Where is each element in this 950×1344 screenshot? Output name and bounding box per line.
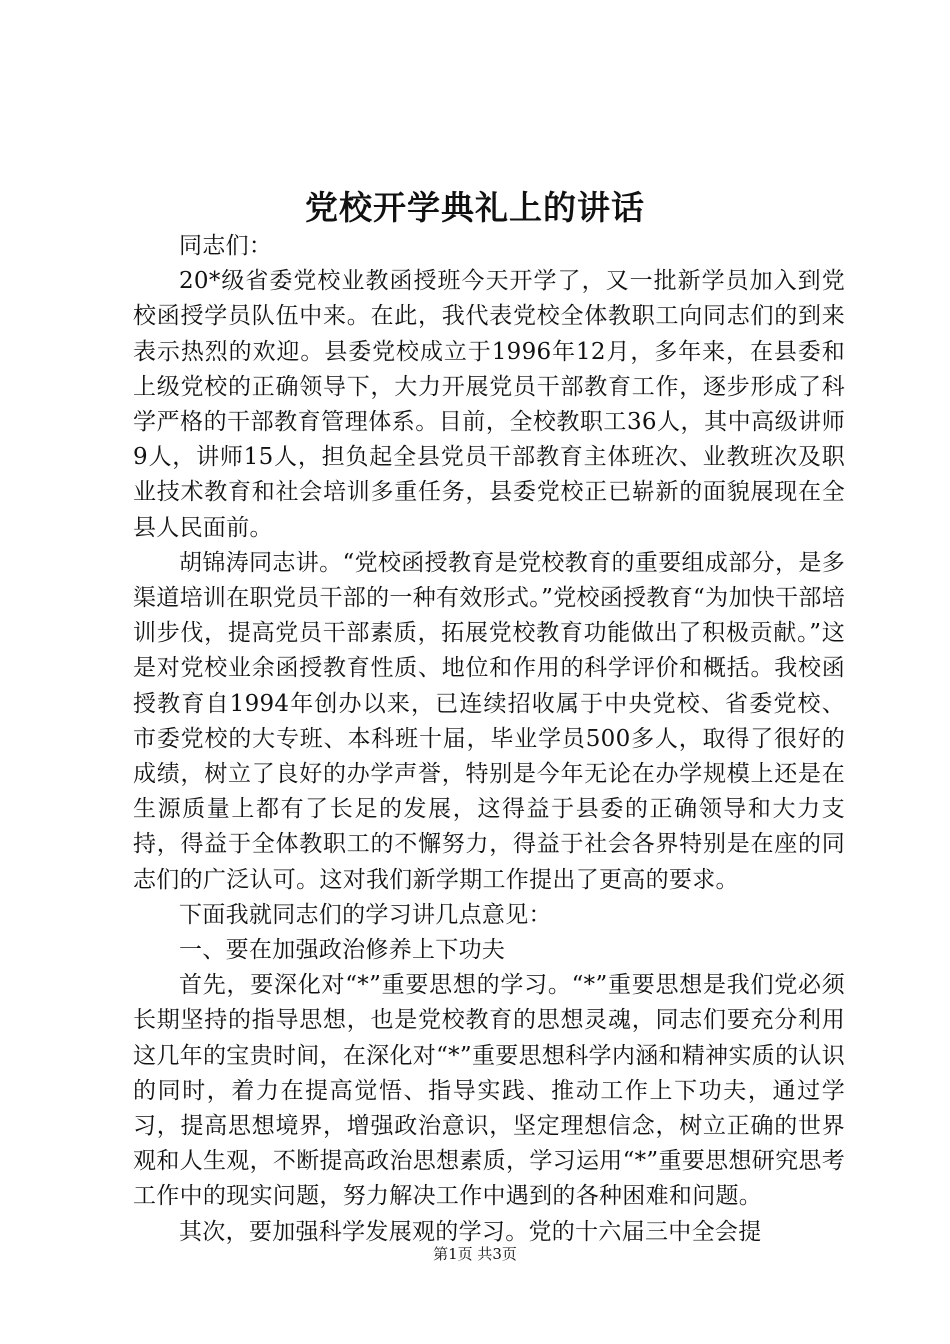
paragraph: 下面我就同志们的学习讲几点意见： [179,901,552,928]
paragraph: 其次，要加强科学发展观的学习。党的十六届三中全会提 [179,1218,762,1245]
document-title: 党校开学典礼上的讲话 [305,188,645,227]
paragraph: 胡锦涛同志讲。“党校函授教育是党校教育的重要组成部分，是多渠道培训在职党员干部的一种有效形式。”党校函授教育“为加快干部培训步伐，提高党员干部素质，拓展党校教育功能做出了积极贡献。”这是对党校业余函授教育性质、地位和作用的科学评价和概括。我校函授教育自1994年创办以来，已连续招收属于中央党校、省委党校、市委党校的大专班、本科班十届，毕业学员500多人，取得了很好的成绩，树立了良好的办学声誉，特别是今年无论在办学规模上还是在生源质量上都有了长足的发展，这得益于县委的正确领导和大力支持，得益于全体教职工的不懈努力，得益于社会各界特别是在座的同志们的广泛认可。这对我们新学期工作提出了更高的要求。 [133,549,845,893]
page-number-footer: 第1页 共3页 [433,1245,517,1263]
section-heading: 一、要在加强政治修养上下功夫 [179,937,506,964]
salutation: 同志们： [179,233,273,259]
paragraph: 首先，要深化对“*”重要思想的学习。“*”重要思想是我们党必须长期坚持的指导思想，也是党校教育的思想灵魂，同志们要充分利用这几年的宝贵时间，在深化对“*”重要思想科学内涵和精神实质的认识的同时，着力在提高觉悟、指导实践、推动工作上下功夫，通过学习，提高思想境界，增强政治意识，坚定理想信念，树立正确的世界观和人生观，不断提高政治思想素质，学习运用“*”重要思想研究思考工作中的现实问题，努力解决工作中遇到的各种困难和问题。 [133,972,845,1210]
document-body [133,229,845,1250]
paragraph: 20*级省委党校业教函授班今天开学了，又一批新学员加入到党校函授学员队伍中来。在此，我代表党校全体教职工向同志们的到来表示热烈的欢迎。县委党校成立于1996年12月，多年来，在县委和上级党校的正确领导下，大力开展党员干部教育工作，逐步形成了科学严格的干部教育管理体系。目前，全校教职工36人，其中高级讲师9人，讲师15人，担负起全县党员干部教育主体班次、业教班次及职业技术教育和社会培训多重任务，县委党校正已崭新的面貌展现在全县人民面前。 [133,268,845,541]
